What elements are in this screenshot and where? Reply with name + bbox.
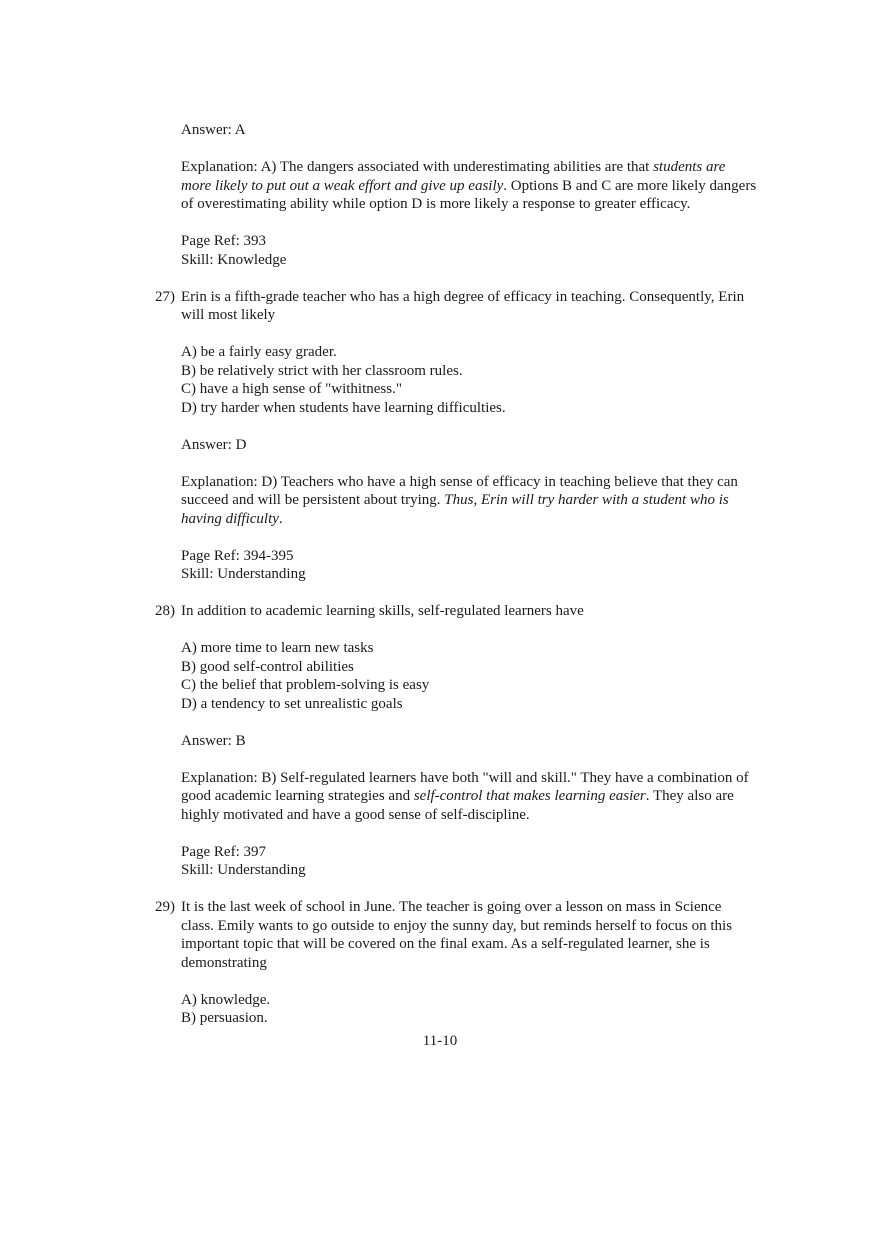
option-line: B) good self-control abilities: [181, 658, 354, 675]
skill-line: Skill: Understanding: [181, 862, 306, 878]
page-ref-line: Page Ref: 393: [181, 233, 266, 249]
question-text: Erin is a fifth-grade teacher who has a high degree of efficacy in teaching. Consequently, Erin will most likely: [181, 288, 745, 323]
explanation-paragraph: [181, 769, 757, 825]
option-line: D) try harder when students have learning difficulties.: [181, 399, 506, 416]
page-ref-line: Page Ref: 397: [181, 843, 266, 860]
option-line: C) the belief that problem-solving is easy: [181, 677, 430, 693]
option-line: B) be relatively strict with her classroom rules.: [181, 362, 463, 379]
explanation-text: [181, 769, 757, 825]
page-ref-line: Page Ref: 394-395: [181, 547, 294, 564]
answer-text: Answer: B: [181, 732, 246, 749]
option-line: D) a tendency to set unrealistic goals: [181, 695, 403, 712]
reference-block: [181, 232, 757, 269]
option-line: B) persuasion.: [181, 1010, 268, 1026]
question-number: 28): [155, 603, 175, 619]
answer-text: Answer: D: [181, 436, 247, 453]
explanation-paragraph: [181, 158, 757, 214]
option-line: C) have a high sense of "withitness.": [181, 381, 402, 397]
options-list: [181, 639, 757, 713]
options-list: [181, 991, 757, 1028]
explanation-italic: self-control that makes learning easier: [413, 788, 646, 804]
option-line: A) be a fairly easy grader.: [181, 344, 337, 360]
question-29: [155, 898, 880, 972]
answer-line: [181, 436, 757, 455]
question-27: [155, 288, 880, 325]
reference-block: [181, 547, 757, 584]
question-number: 29): [155, 899, 175, 915]
answer-text: Answer: A: [181, 122, 246, 138]
question-text: It is the last week of school in June. The teacher is going over a lesson on mass in Science class. Emily wants to go outside to enjoy the sunny day, but reminds herself to focus on this important topic that will be covered on the final exam. As a self-regulated learner, she is demonstrating: [181, 899, 733, 971]
option-line: A) more time to learn new tasks: [181, 640, 374, 656]
explanation-text: [181, 473, 757, 529]
answer-line: [181, 732, 757, 751]
explanation-post: .: [278, 510, 283, 527]
reference-block: [181, 843, 757, 880]
answer-line: [181, 121, 757, 140]
question-28: [155, 602, 880, 621]
explanation-italic: Thus, Erin will try harder with a student who is having difficulty: [181, 492, 729, 527]
skill-line: Skill: Knowledge: [181, 251, 287, 268]
explanation-italic: students are more likely to put out a weak effort and give up easily: [181, 159, 726, 194]
explanation-pre: Explanation: B) Self-regulated learners have both "will and skill." They have a combination of good academic learning strategies and: [181, 769, 749, 804]
page-footer: 11-10: [422, 1032, 458, 1049]
explanation-pre: Explanation: D) Teachers who have a high sense of efficacy in teaching believe that they can succeed and will be persistent about trying.: [181, 473, 738, 508]
question-text: In addition to academic learning skills, self-regulated learners have: [181, 603, 584, 619]
options-list: [181, 343, 757, 417]
explanation-paragraph: [181, 473, 757, 529]
option-line: A) knowledge.: [181, 991, 271, 1008]
skill-line: Skill: Understanding: [181, 566, 306, 582]
question-number: 27): [155, 288, 175, 305]
explanation-pre: Explanation: A) The dangers associated with underestimating abilities are that: [181, 159, 654, 175]
explanation-post: . They also are highly motivated and have a good sense of self-discipline.: [181, 788, 734, 823]
explanation-post: . Options B and C are more likely dangers of overestimating ability while option D is more likely a response to greater efficacy.: [181, 177, 757, 212]
explanation-text: [181, 158, 757, 214]
